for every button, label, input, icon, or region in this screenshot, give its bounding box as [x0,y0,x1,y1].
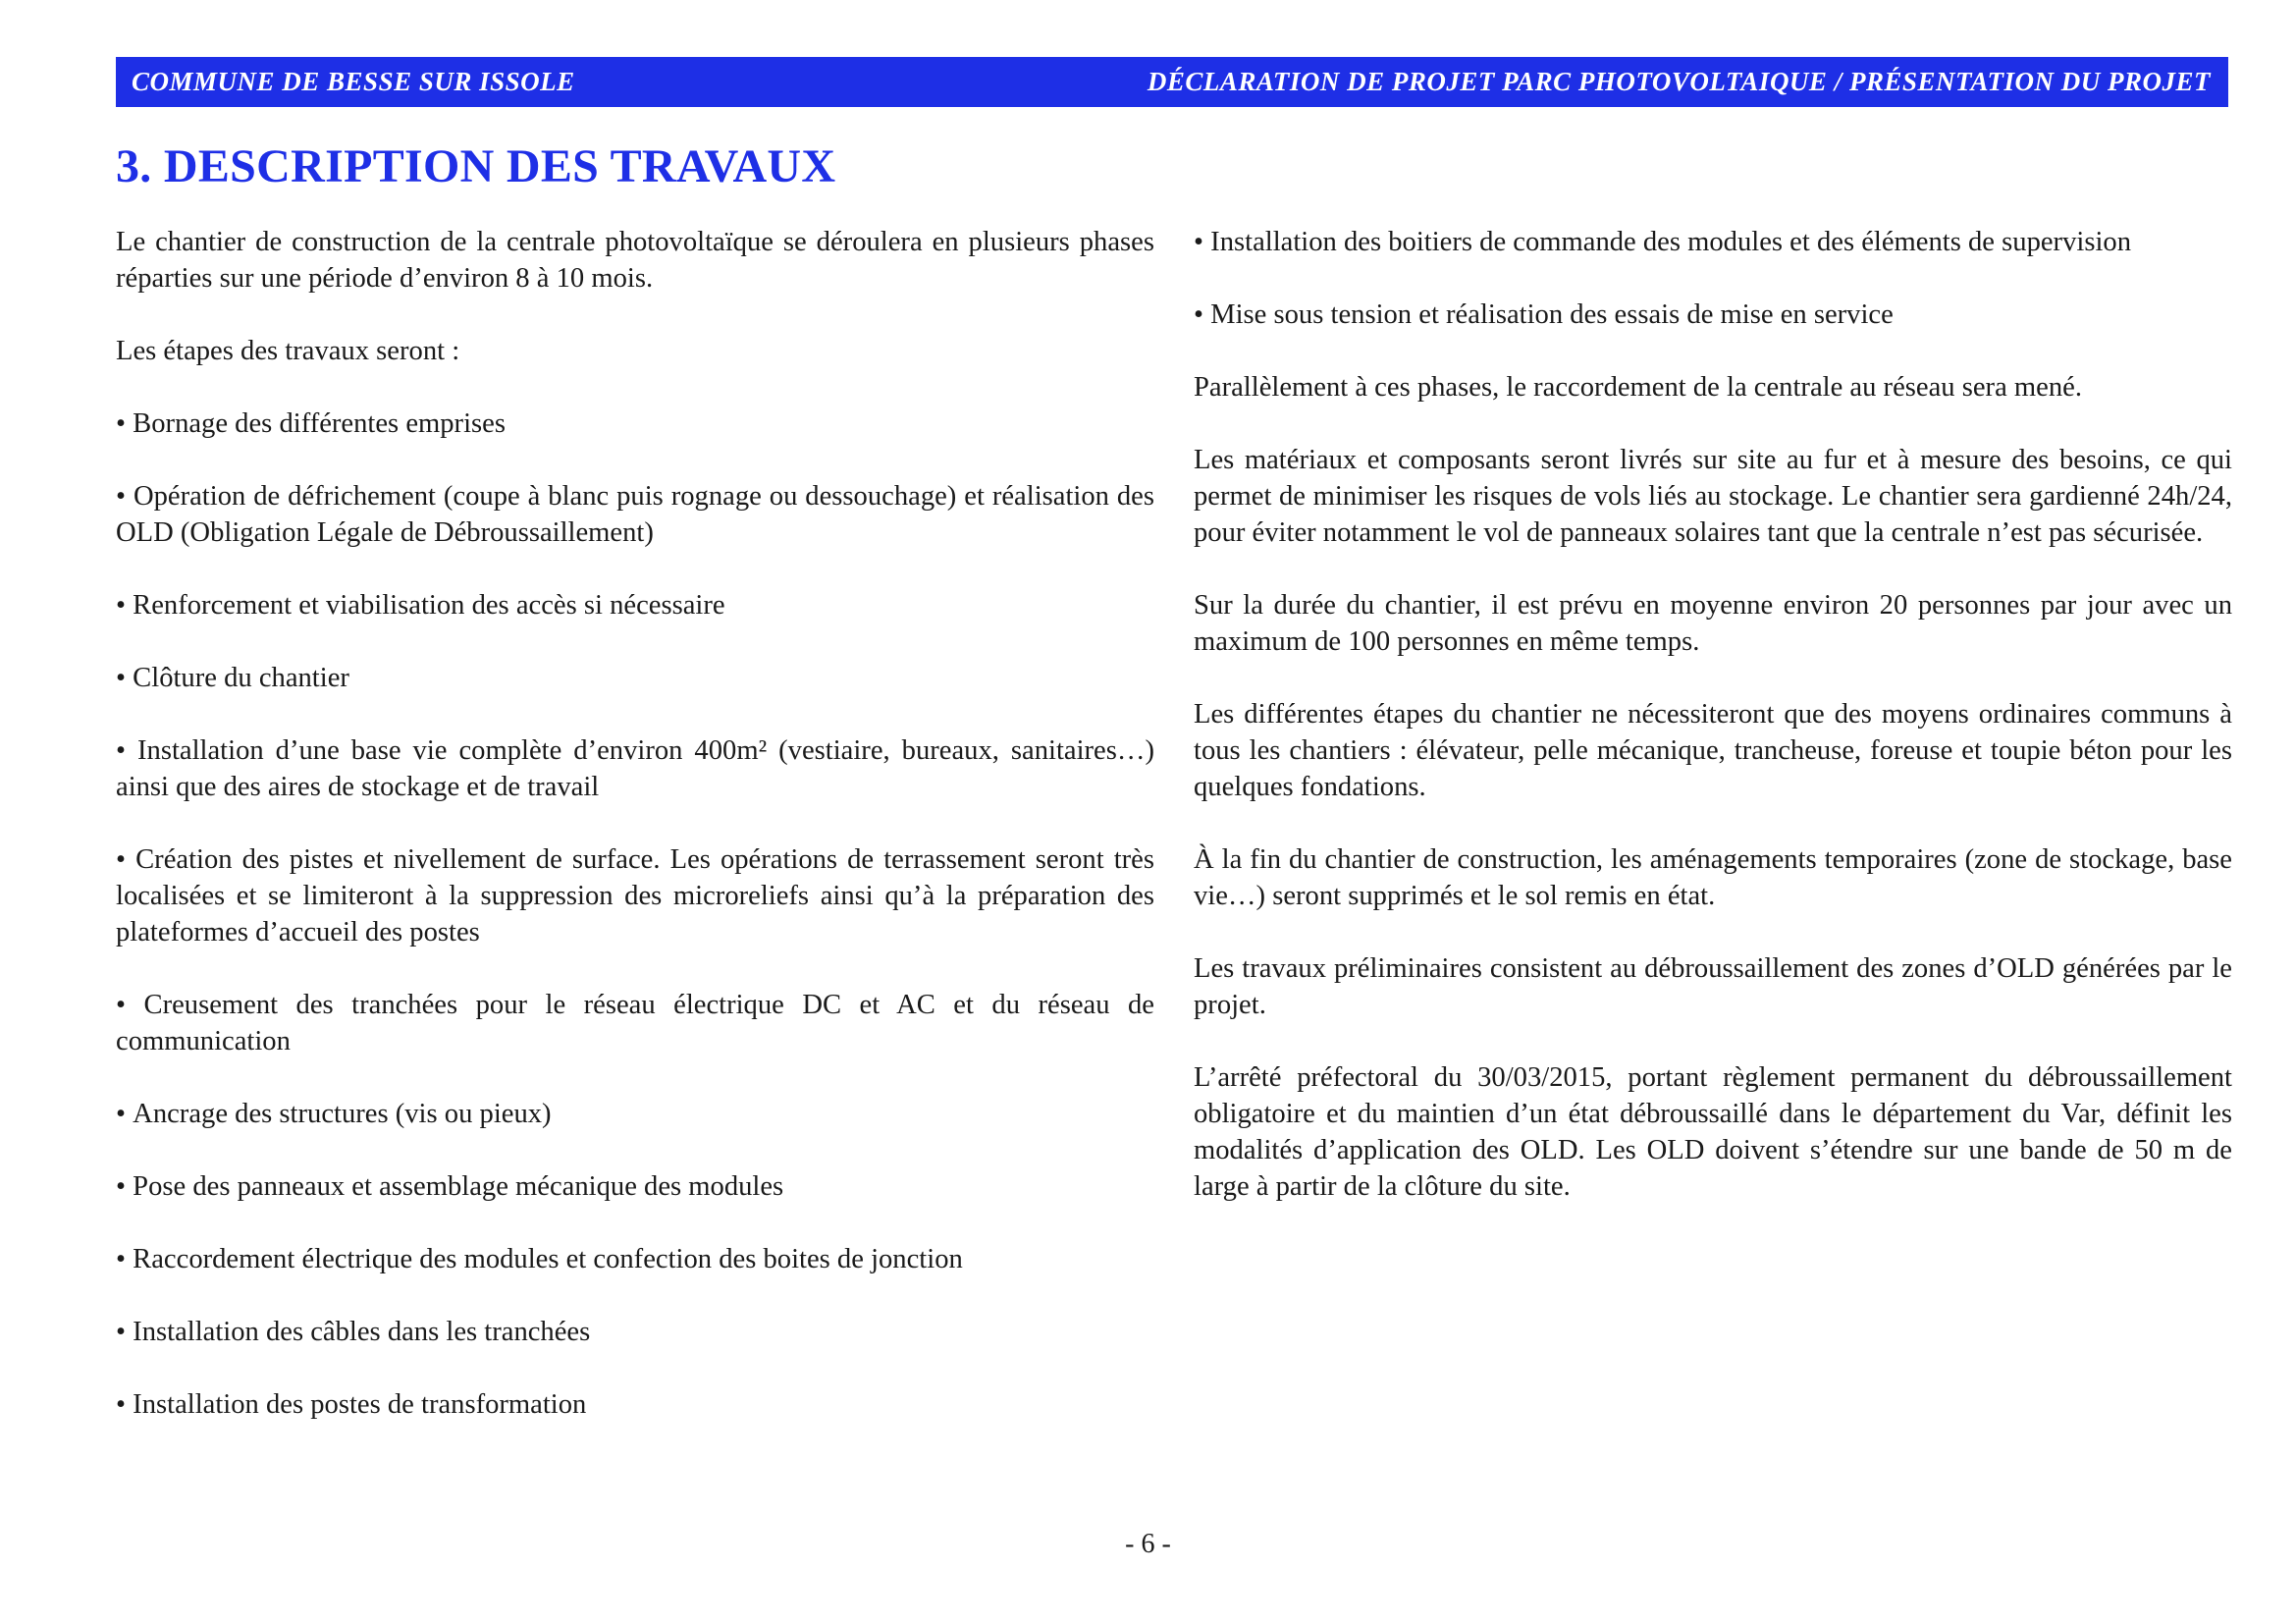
page-number: - 6 - [1125,1529,1171,1559]
step-list-item: • Clôture du chantier [116,660,1154,696]
step-list-item: • Renforcement et viabilisation des accès si nécessaire [116,587,1154,623]
step-list-item: • Installation des postes de transformation [116,1386,1154,1423]
step-list-item: • Installation des câbles dans les tranchées [116,1314,1154,1350]
body-paragraph: Parallèlement à ces phases, le raccordement de la centrale au réseau sera mené. [1194,372,2082,403]
intro-paragraph: Le chantier de construction de la centrale photovoltaïque se déroulera en plusieurs phases réparties sur une période d’environ 8 à 10 mois. [116,227,1154,294]
body-paragraph: Sur la durée du chantier, il est prévu en moyenne environ 20 personnes par jour avec un maximum de 100 personnes en même temps. [1194,590,2232,657]
step-list-item: • Création des pistes et nivellement de surface. Les opérations de terrassement seront très localisées et se limiteront à la suppression des microreliefs ainsi qu’à la préparation des plateformes d’accueil des postes [116,841,1154,950]
left-column [116,224,1154,1459]
header-document-title: DÉCLARATION DE PROJET PARC PHOTOVOLTAIQUE / PRÉSENTATION DU PROJET [1147,67,2211,96]
step-list-item: • Pose des panneaux et assemblage mécanique des modules [116,1168,1154,1205]
body-paragraph: Les matériaux et composants seront livrés sur site au fur et à mesure des besoins, ce qui permet de minimiser les risques de vols liés au stockage. Le chantier sera gardienné 24h/24, pour éviter notamment le vol de panneaux solaires tant que la centrale n’est pas sécurisée. [1194,445,2232,548]
step-list-item: • Bornage des différentes emprises [116,406,1154,442]
body-paragraph: L’arrêté préfectoral du 30/03/2015, portant règlement permanent du débroussaillement obligatoire et du maintien d’un état débroussaillé dans le département du Var, définit les modalités d’application des OLD. Les OLD doivent s’étendre sur une bande de 50 m de large à partir de la clôture du site. [1194,1062,2232,1202]
step-list-item: • Creusement des tranchées pour le réseau électrique DC et AC et du réseau de communication [116,987,1154,1059]
body-paragraph: Les travaux préliminaires consistent au débroussaillement des zones d’OLD générées par le projet. [1194,953,2232,1020]
header-commune-name: COMMUNE DE BESSE SUR ISSOLE [132,67,575,96]
step-list-item: • Raccordement électrique des modules et confection des boites de jonction [116,1241,1154,1277]
body-paragraph: À la fin du chantier de construction, les aménagements temporaires (zone de stockage, base vie…) seront supprimés et le sol remis en état. [1194,844,2232,911]
right-column [1194,224,2232,1241]
step-list-item: • Mise sous tension et réalisation des essais de mise en service [1194,297,2232,333]
step-list-item: • Installation des boitiers de commande des modules et des éléments de supervision [1194,224,2232,260]
step-list-item: • Opération de défrichement (coupe à blanc puis rognage ou dessouchage) et réalisation des OLD (Obligation Légale de Débroussaillement) [116,478,1154,551]
step-list-item: • Installation d’une base vie complète d’environ 400m² (vestiaire, bureaux, sanitaires…) ainsi que des aires de stockage et de travail [116,732,1154,805]
section-title: 3. DESCRIPTION DES TRAVAUX [116,140,836,192]
body-paragraph: Les différentes étapes du chantier ne nécessiteront que des moyens ordinaires communs à tous les chantiers : élévateur, pelle mécanique, trancheuse, foreuse et toupie béton pour les quelques fondations. [1194,699,2232,802]
step-list-item: • Ancrage des structures (vis ou pieux) [116,1096,1154,1132]
page-header-band [116,57,2228,107]
steps-heading: Les étapes des travaux seront : [116,336,460,366]
